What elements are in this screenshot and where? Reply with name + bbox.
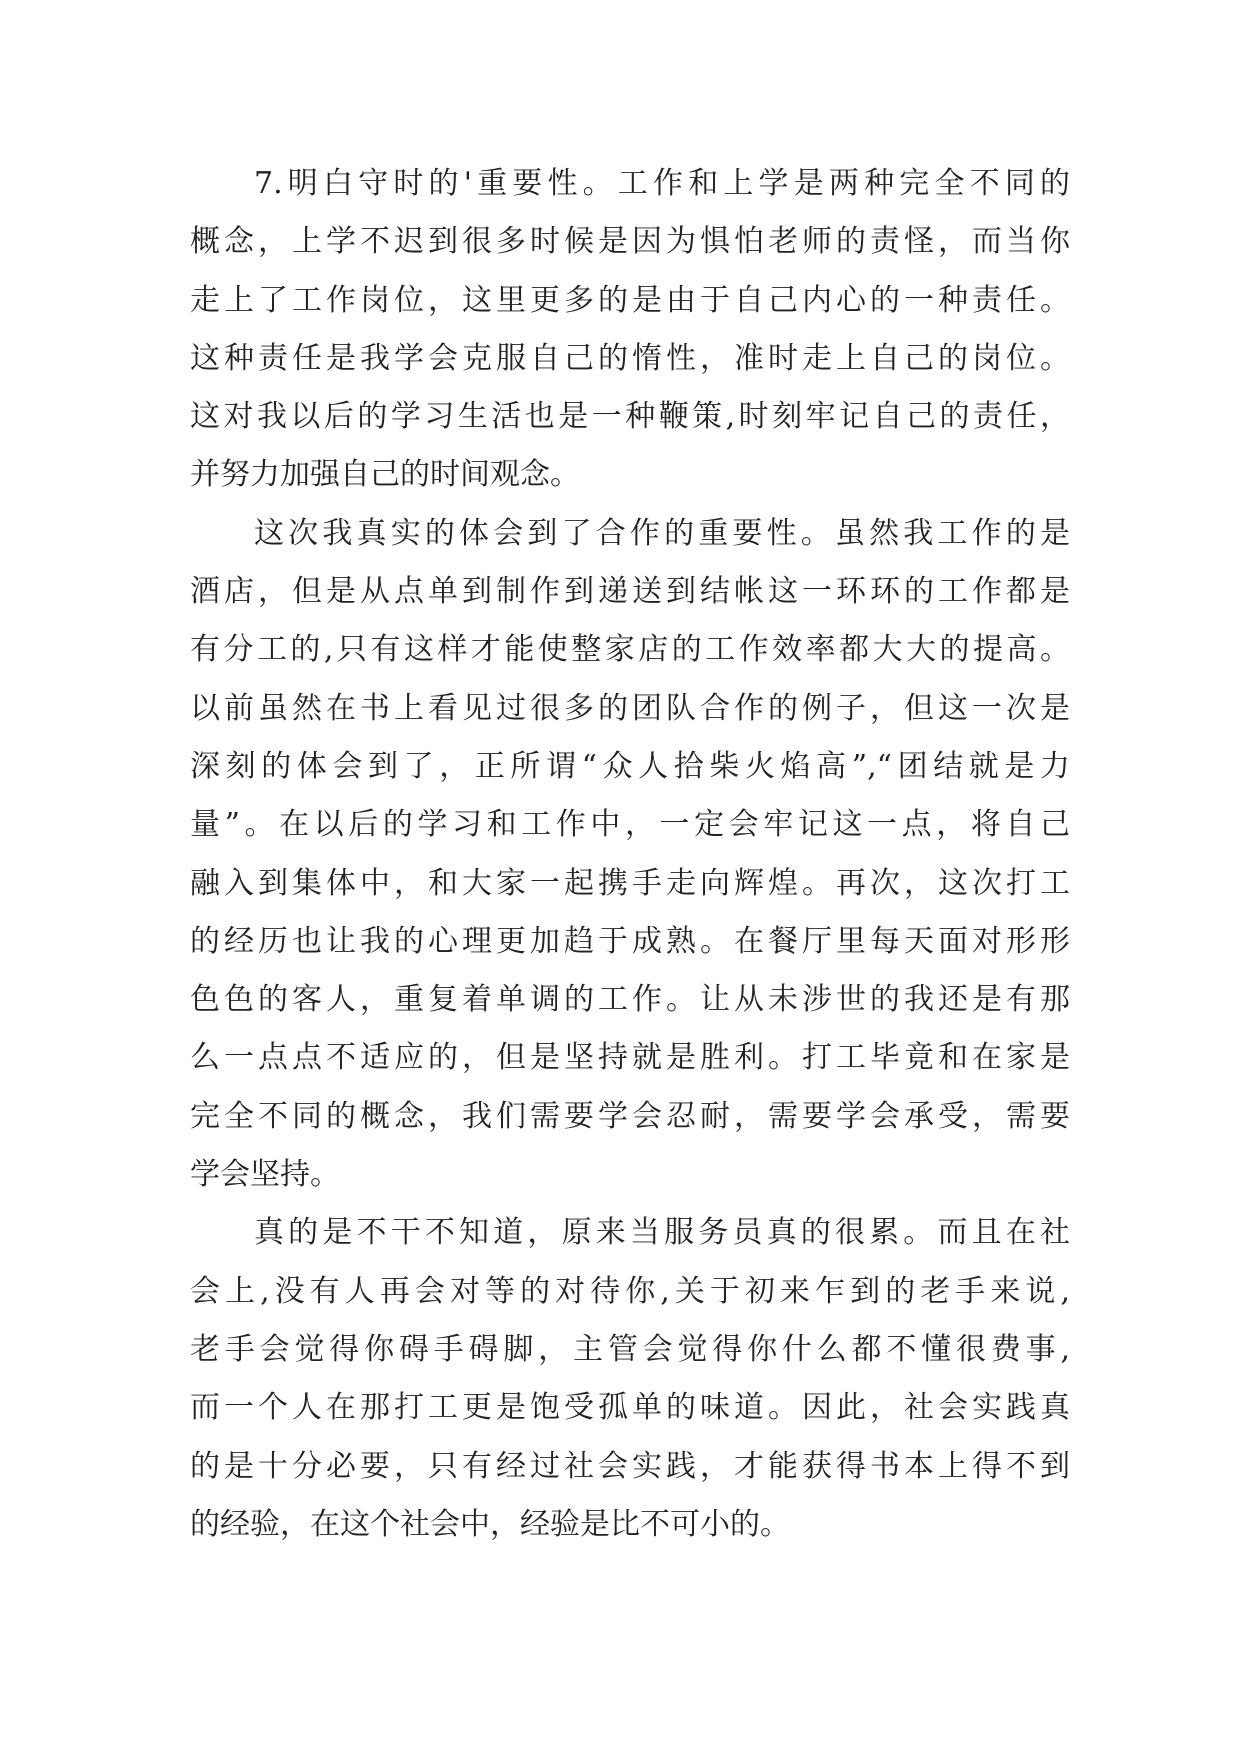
paragraph-2-line-1: 这次我真实的体会到了合作的重要性。虽然我工作的是 [254,515,1070,551]
paragraph-3-line-2: 会上,没有人再会对等的对待你,关于初来乍到的老手来说, [190,1273,1070,1309]
paragraph-2-line-3: 有分工的,只有这样才能使整家店的工作效率都大大的提高。 [190,632,1070,668]
paragraph-3-line-4: 而一个人在那打工更是饱受孤单的味道。因此，社会实践真 [190,1390,1070,1426]
paragraph-3-line-6: 的经验，在这个社会中，经验是比不可小的。 [190,1506,790,1542]
paragraph-1-line-5: 这对我以后的学习生活也是一种鞭策,时刻牢记自己的责任， [190,399,1070,435]
paragraph-1-line-6: 并努力加强自己的时间观念。 [190,457,580,493]
paragraph-2-line-4: 以前虽然在书上看见过很多的团队合作的例子，但这一次是 [190,690,1070,726]
paragraph-1-line-2: 概念，上学不迟到很多时候是因为惧怕老师的责怪，而当你 [190,224,1070,260]
paragraph-1-line-1: 7.明白守时的'重要性。工作和上学是两种完全不同的 [254,166,1070,201]
paragraph-2-line-10: 么一点点不适应的，但是坚持就是胜利。打工毕竟和在家是 [190,1040,1070,1076]
paragraph-3-line-5: 的是十分必要，只有经过社会实践，才能获得书本上得不到 [190,1448,1070,1484]
paragraph-2-line-9: 色色的客人，重复着单调的工作。让从未涉世的我还是有那 [190,982,1070,1018]
paragraph-2-line-2: 酒店，但是从点单到制作到递送到结帐这一环环的工作都是 [190,574,1070,610]
paragraph-2-line-11: 完全不同的概念，我们需要学会忍耐，需要学会承受，需要 [190,1098,1070,1134]
document-body [190,164,1070,1563]
paragraph-1-line-4: 这种责任是我学会克服自己的惰性，准时走上自己的岗位。 [190,340,1070,376]
paragraph-3-line-1: 真的是不干不知道，原来当服务员真的很累。而且在社 [254,1215,1070,1251]
paragraph-3-line-3: 老手会觉得你碍手碍脚，主管会觉得你什么都不懂很费事, [190,1331,1070,1367]
paragraph-2-line-8: 的经历也让我的心理更加趋于成熟。在餐厅里每天面对形形 [190,923,1070,959]
paragraph-2-line-5: 深刻的体会到了，正所谓“众人拾柴火焰高”,“团结就是力 [190,748,1070,784]
paragraph-2-line-7: 融入到集体中，和大家一起携手走向辉煌。再次，这次打工 [190,865,1070,901]
paragraph-2-line-6: 量”。在以后的学习和工作中，一定会牢记这一点，将自己 [190,807,1070,843]
paragraph-2-line-12: 学会坚持。 [190,1157,340,1193]
paragraph-1-line-3: 走上了工作岗位，这里更多的是由于自己内心的一种责任。 [190,282,1070,318]
